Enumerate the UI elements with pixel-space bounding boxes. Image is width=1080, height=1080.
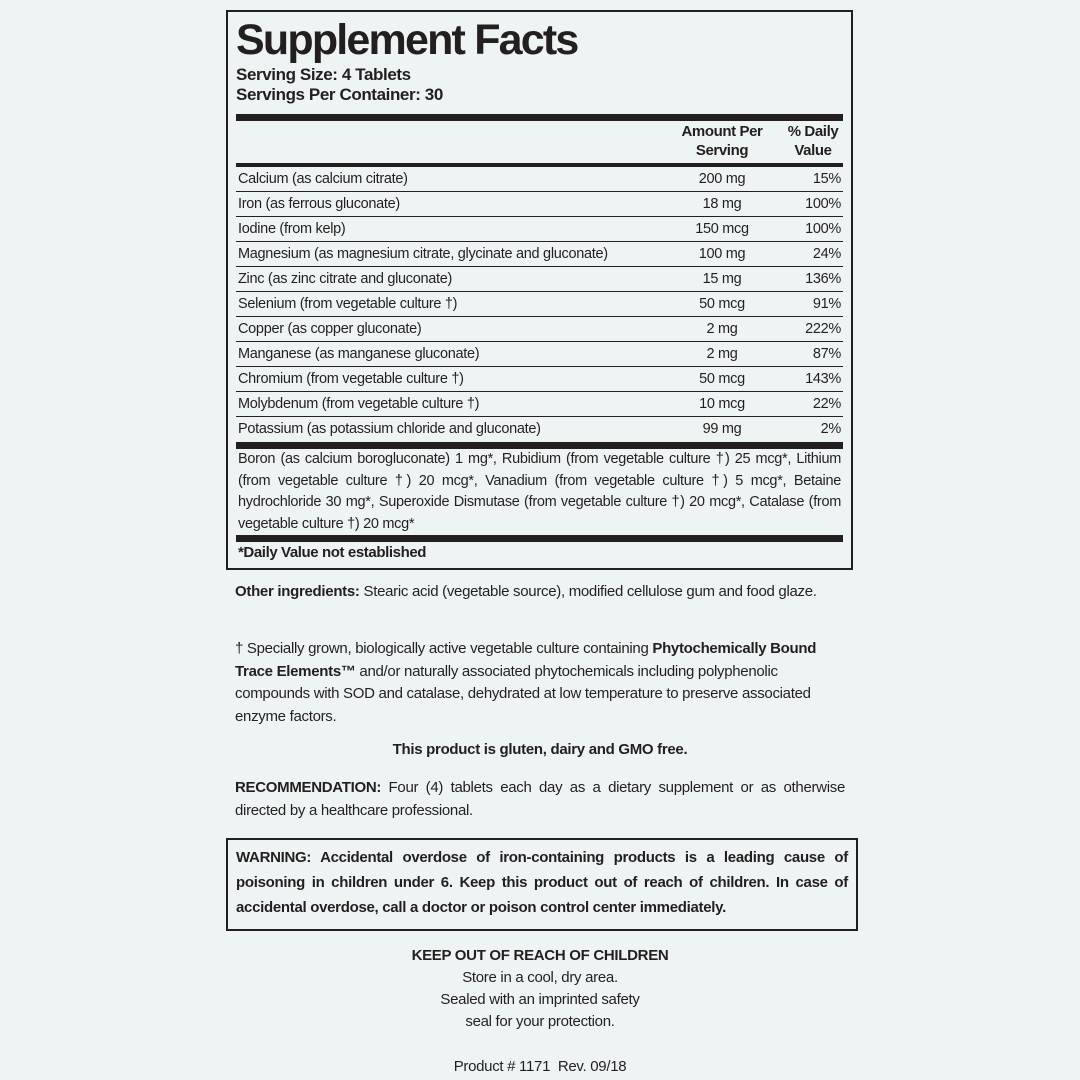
supplement-facts-panel	[226, 10, 853, 570]
other-nutrients: Boron (as calcium borogluconate) 1 mg*, Rubidium (from vegetable culture †) 25 mcg*, Lithium (from vegetable culture †) 20 mcg*, Vanadium (from vegetable culture †) 5 mcg*, Betaine hydrochloride 30 mg*, Superoxide Dismutase (from vegetable culture †) 20 mcg*, Catalase (from vegetable culture †) 20 mcg*	[238, 451, 841, 532]
storage-line: Store in a cool, dry area.	[462, 969, 618, 986]
divider-thick	[236, 114, 843, 121]
nutrient-row	[236, 192, 843, 217]
keep-out-heading: KEEP OUT OF REACH OF CHILDREN	[411, 947, 669, 964]
nutrient-name: Zinc (as zinc citrate and gluconate)	[238, 271, 453, 287]
daily-value-note: *Daily Value not established	[238, 544, 427, 561]
divider-thick	[236, 535, 843, 542]
nutrient-name: Chromium (from vegetable culture †)	[238, 371, 464, 387]
product-number: Product # 1171 Rev. 09/18	[453, 1058, 627, 1075]
nutrient-dv: 100%	[805, 221, 841, 237]
storage-line: Sealed with an imprinted safety	[440, 991, 640, 1008]
recommendation-label: RECOMMENDATION:	[235, 779, 382, 796]
nutrient-name: Iodine (from kelp)	[238, 221, 346, 237]
amount-header: Amount Per Serving	[681, 123, 763, 159]
nutrient-amount: 150 mcg	[695, 221, 749, 237]
nutrient-name: Calcium (as calcium citrate)	[238, 171, 408, 187]
nutrient-amount: 200 mg	[698, 171, 746, 187]
nutrient-name: Magnesium (as magnesium citrate, glycinate and gluconate)	[238, 246, 608, 262]
serving-info	[236, 65, 843, 105]
nutrient-table	[236, 167, 843, 441]
nutrient-dv: 22%	[812, 396, 841, 412]
column-headers	[236, 122, 843, 162]
nutrient-amount: 2 mg	[706, 346, 738, 362]
nutrient-row	[236, 417, 843, 441]
nutrient-name: Copper (as copper gluconate)	[238, 321, 422, 337]
nutrient-name: Manganese (as manganese gluconate)	[238, 346, 480, 362]
recommendation	[235, 777, 845, 822]
nutrient-dv: 87%	[812, 346, 841, 362]
nutrient-dv: 24%	[812, 246, 841, 262]
nutrient-amount: 10 mcg	[699, 396, 745, 412]
nutrient-dv: 2%	[820, 421, 841, 437]
nutrient-row	[236, 217, 843, 242]
nutrient-amount: 100 mg	[698, 246, 746, 262]
nutrient-row	[236, 317, 843, 342]
nutrient-amount: 50 mcg	[699, 371, 745, 387]
nutrient-dv: 143%	[805, 371, 841, 387]
nutrient-row	[236, 392, 843, 417]
warning-box: WARNING: Accidental overdose of iron-containing products is a leading cause of poisoning in children under 6. Keep this product out of reach of children. In case of accidental overdose, call a doctor or poison control center immediately.	[226, 838, 858, 931]
nutrient-amount: 15 mg	[702, 271, 742, 287]
nutrient-row	[236, 342, 843, 367]
nutrient-amount: 2 mg	[706, 321, 738, 337]
nutrient-row	[236, 242, 843, 267]
other-ingredients-text: Stearic acid (vegetable source), modified cellulose gum and food glaze.	[359, 583, 817, 600]
other-ingredients-label: Other ingredients:	[235, 583, 360, 600]
storage-line: seal for your protection.	[465, 1013, 615, 1030]
nutrient-name: Potassium (as potassium chloride and gluconate)	[238, 421, 541, 437]
panel-title: Supplement Facts	[236, 16, 578, 64]
servings-per-container: Servings Per Container: 30	[236, 85, 443, 104]
nutrient-dv: 91%	[812, 296, 841, 312]
culture-note	[235, 638, 845, 728]
nutrient-name: Molybdenum (from vegetable culture †)	[238, 396, 480, 412]
free-from-statement: This product is gluten, dairy and GMO free.	[392, 741, 688, 758]
nutrient-dv: 15%	[812, 171, 841, 187]
culture-note-bold: Phytochemically Bound Trace Elements™	[235, 640, 817, 680]
culture-note-pre: † Specially grown, biologically active vegetable culture containing	[235, 640, 653, 657]
nutrient-name: Selenium (from vegetable culture †)	[238, 296, 458, 312]
nutrient-dv: 136%	[805, 271, 841, 287]
nutrient-row	[236, 292, 843, 317]
nutrient-amount: 50 mcg	[699, 296, 745, 312]
nutrient-row	[236, 367, 843, 392]
nutrient-name: Iron (as ferrous gluconate)	[238, 196, 400, 212]
serving-size: Serving Size: 4 Tablets	[236, 65, 411, 84]
divider-thick	[236, 442, 843, 449]
nutrient-dv: 100%	[805, 196, 841, 212]
other-ingredients	[235, 581, 845, 604]
recommendation-text: Four (4) tablets each day as a dietary supplement or as otherwise directed by a healthcare professional.	[235, 779, 845, 819]
nutrient-row	[236, 167, 843, 192]
culture-note-post: and/or naturally associated phytochemicals including polyphenolic compounds with SOD and catalase, dehydrated at low temperature to preserve associated enzyme factors.	[235, 662, 811, 725]
nutrient-row	[236, 267, 843, 292]
nutrient-amount: 18 mg	[702, 196, 742, 212]
nutrient-amount: 99 mg	[702, 421, 742, 437]
dv-header: % Daily Value	[787, 123, 839, 159]
nutrient-dv: 222%	[805, 321, 841, 337]
